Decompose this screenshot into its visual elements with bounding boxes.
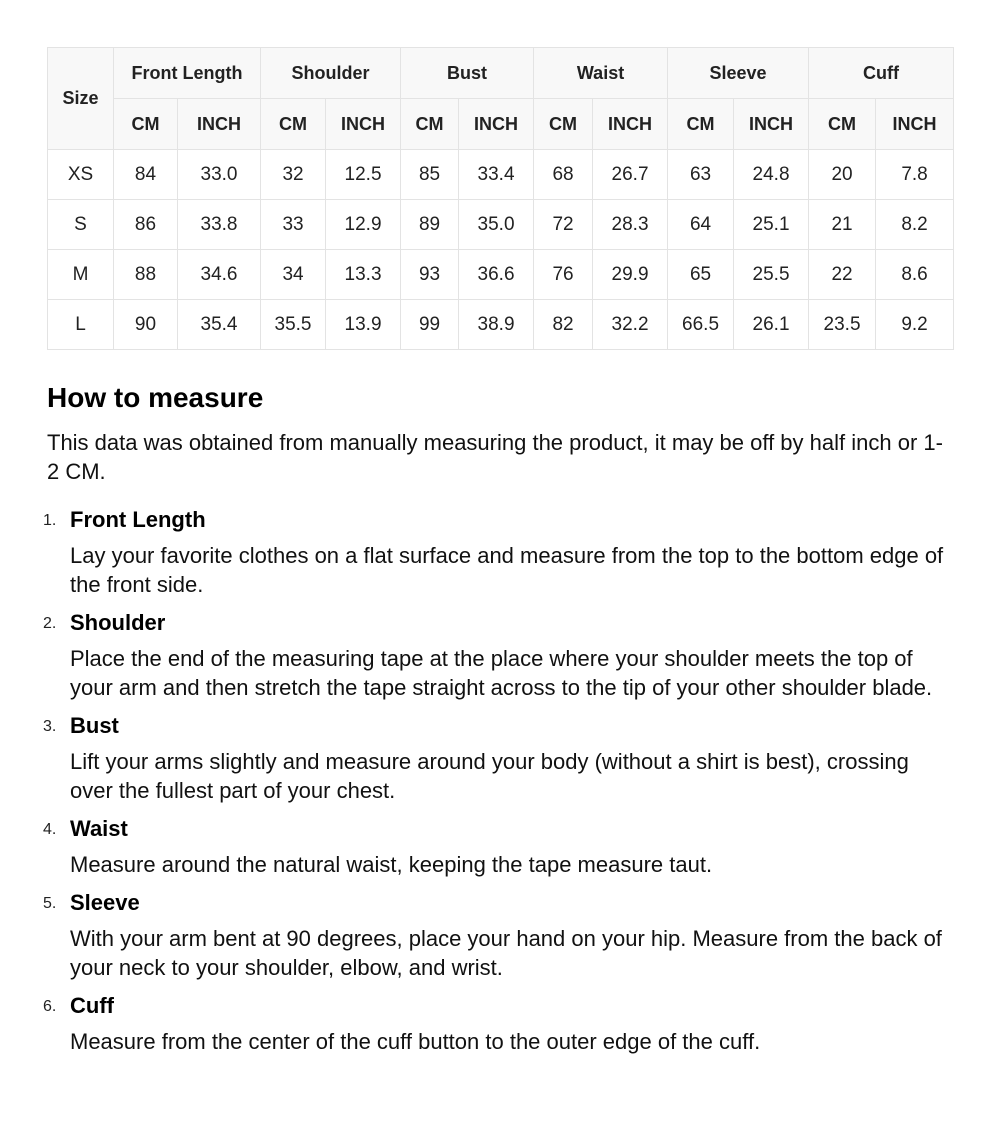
table-cell: 26.1: [734, 300, 809, 350]
table-cell: 12.5: [326, 150, 401, 200]
table-cell: 8.2: [876, 200, 954, 250]
step-number: 2.: [43, 615, 57, 632]
size-cell: S: [48, 200, 114, 250]
table-cell: 65: [668, 250, 734, 300]
step-title: Sleeve: [70, 890, 140, 915]
size-cell: M: [48, 250, 114, 300]
table-cell: 88: [114, 250, 178, 300]
table-cell: 13.3: [326, 250, 401, 300]
table-cell: 89: [401, 200, 459, 250]
unit-header-inch: INCH: [593, 99, 668, 150]
shoulder-header: Shoulder: [261, 48, 401, 99]
step-number: 6.: [43, 998, 57, 1015]
step-description: With your arm bent at 90 degrees, place your hand on your hip. Measure from the back of your neck to your shoulder, elbow, and wrist.: [70, 926, 942, 980]
table-cell: 21: [809, 200, 876, 250]
unit-header-cm: CM: [261, 99, 326, 150]
step-description: Measure around the natural waist, keeping the tape measure taut.: [70, 852, 713, 877]
table-cell: 32: [261, 150, 326, 200]
unit-header-cm: CM: [534, 99, 593, 150]
table-cell: 25.1: [734, 200, 809, 250]
table-cell: 33.4: [459, 150, 534, 200]
table-cell: 33: [261, 200, 326, 250]
unit-header-cm: CM: [668, 99, 734, 150]
table-cell: 22: [809, 250, 876, 300]
size-table-body: [48, 150, 954, 350]
header-row-groups: [48, 48, 954, 99]
table-cell: 84: [114, 150, 178, 200]
list-item: [43, 812, 953, 879]
step-title: Waist: [70, 816, 128, 841]
table-cell: 90: [114, 300, 178, 350]
table-cell: 63: [668, 150, 734, 200]
unit-header-cm: CM: [401, 99, 459, 150]
unit-header-inch: INCH: [326, 99, 401, 150]
table-cell: 35.4: [178, 300, 261, 350]
size-cell: XS: [48, 150, 114, 200]
how-to-measure-title: How to measure: [47, 382, 264, 413]
step-title: Shoulder: [70, 610, 166, 635]
step-description: Place the end of the measuring tape at the place where your shoulder meets the top of your arm and then stretch the tape straight across to the tip of your other shoulder blade.: [70, 646, 933, 700]
step-number: 1.: [43, 512, 57, 529]
size-table-header: [48, 48, 954, 150]
table-cell: 8.6: [876, 250, 954, 300]
list-item: [43, 709, 953, 805]
table-cell: 34.6: [178, 250, 261, 300]
unit-header-inch: INCH: [178, 99, 261, 150]
step-title: Bust: [70, 713, 119, 738]
table-cell: 82: [534, 300, 593, 350]
step-number: 5.: [43, 895, 57, 912]
table-cell: 76: [534, 250, 593, 300]
step-description: Lift your arms slightly and measure around your body (without a shirt is best), crossing over the fullest part of your chest.: [70, 749, 909, 803]
unit-header-inch: INCH: [734, 99, 809, 150]
table-cell: 26.7: [593, 150, 668, 200]
measure-steps-list: [43, 503, 953, 1063]
sleeve-header: Sleeve: [668, 48, 809, 99]
table-cell: 68: [534, 150, 593, 200]
table-cell: 33.0: [178, 150, 261, 200]
table-cell: 34: [261, 250, 326, 300]
table-cell: 13.9: [326, 300, 401, 350]
table-cell: 29.9: [593, 250, 668, 300]
table-cell: 28.3: [593, 200, 668, 250]
how-to-measure-intro: This data was obtained from manually measuring the product, it may be off by half inch or 1-2 CM.: [47, 430, 943, 484]
list-item: [43, 989, 953, 1056]
table-cell: 24.8: [734, 150, 809, 200]
table-cell: 20: [809, 150, 876, 200]
cuff-header: Cuff: [809, 48, 954, 99]
table-row: [48, 200, 954, 250]
table-cell: 32.2: [593, 300, 668, 350]
table-cell: 99: [401, 300, 459, 350]
step-description: Measure from the center of the cuff button to the outer edge of the cuff.: [70, 1029, 761, 1054]
list-item: [43, 606, 953, 702]
table-cell: 93: [401, 250, 459, 300]
unit-header-cm: CM: [809, 99, 876, 150]
table-cell: 25.5: [734, 250, 809, 300]
unit-header-inch: INCH: [459, 99, 534, 150]
bust-header: Bust: [401, 48, 534, 99]
table-row: [48, 250, 954, 300]
waist-header: Waist: [534, 48, 668, 99]
table-cell: 7.8: [876, 150, 954, 200]
table-cell: 85: [401, 150, 459, 200]
table-cell: 36.6: [459, 250, 534, 300]
step-number: 3.: [43, 718, 57, 735]
unit-header-cm: CM: [114, 99, 178, 150]
table-cell: 12.9: [326, 200, 401, 250]
unit-header-inch: INCH: [876, 99, 954, 150]
table-cell: 35.0: [459, 200, 534, 250]
step-number: 4.: [43, 821, 57, 838]
size-chart-table: [47, 47, 954, 350]
table-cell: 23.5: [809, 300, 876, 350]
table-cell: 9.2: [876, 300, 954, 350]
list-item: [43, 503, 953, 599]
header-row-units: [48, 99, 954, 150]
step-description: Lay your favorite clothes on a flat surface and measure from the top to the bottom edge of the front side.: [70, 543, 944, 597]
table-cell: 66.5: [668, 300, 734, 350]
table-cell: 64: [668, 200, 734, 250]
table-cell: 35.5: [261, 300, 326, 350]
step-title: Cuff: [70, 993, 114, 1018]
front-length-header: Front Length: [114, 48, 261, 99]
table-cell: 38.9: [459, 300, 534, 350]
table-cell: 72: [534, 200, 593, 250]
size-column-header: Size: [48, 48, 114, 150]
table-cell: 33.8: [178, 200, 261, 250]
list-item: [43, 886, 953, 982]
step-title: Front Length: [70, 507, 206, 532]
table-cell: 86: [114, 200, 178, 250]
table-row: [48, 150, 954, 200]
table-row: [48, 300, 954, 350]
size-cell: L: [48, 300, 114, 350]
